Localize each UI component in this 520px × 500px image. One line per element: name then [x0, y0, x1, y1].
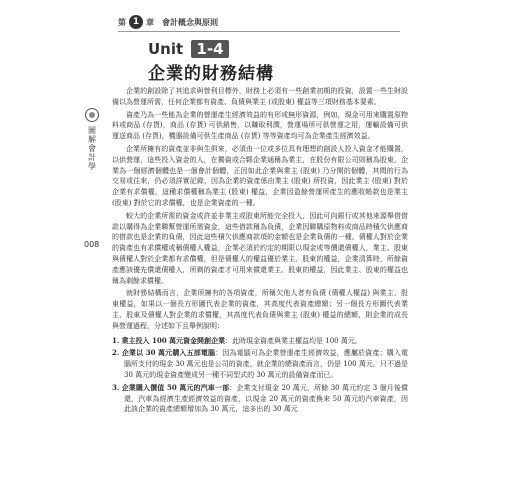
- unit-label: Unit: [148, 40, 184, 58]
- page-number: 008: [84, 240, 100, 249]
- header-divider: [118, 31, 400, 32]
- paragraph: 企業所擁有的資產並非與生俱來，必須由一位或多位具有理想的創設人投入資金才能購置，以供營運，這些投入資金的人，在獨資或合夥企業通稱為業主，在股份有限公司則稱為股東。企業為一個經濟個體也是一個會計個體，正因如此企業與業主 (股東) 乃分開的個體，其間的行為交易或往來，仍必須詳實記錄，因為企業的資產係由業主 (股東) 所投資，因此業主 (股東) 對於企業有求償權，這種求償權稱為業主 (股東) 權益，企業因盈餘營運所產生的應收帳款也是業主 (股東) 對於它的求償權，也是企業資產的一種。: [112, 144, 408, 207]
- paragraph: 企業的創設除了其追求與營利目標外，財務上必須有一些創業初期的投資，設置一些生財設備以為營運所需，任何企業都有資產、負債與業主 (或股東) 權益等三項財務基本要素。: [112, 87, 408, 106]
- paragraph: 較大的企業所需的資金或許並非業主或股東所能完全投入，因此可向銀行或其他來源舉借借款以購得為企業聯幫營運所需資金，這些借款稱為負債，企業因聯購原物料或商品時積欠供應商的借款也是企業的負債，因此這些積欠供應商款項的金額也是企業負債的一種。債權人對於企業的資產也有求償權或稱債權人權益，企業必須於約定的期限以現金或等價還債權人，業主、股東與債權人對於企業都有求償權，但是債權人的權益優於業主、股東的權益，企業清算時，所餘資產應該優先償還債權人，所剩的資產才可用來償還業主、股東的權益，因此業主、股東的權益也稱為剩餘求償權。: [112, 211, 408, 285]
- list-item-lead: 企業購入價值 50 萬元的汽車一部: [121, 382, 230, 392]
- chapter-suffix: 章: [146, 17, 154, 27]
- paragraph: 資產乃為一些能為企業的營運產生經濟效益的有形或無形資源，例如，現金可用來購置原物料或商品 (存貨)，商品 (存貨) 可供銷售，以賺取利潤，營運場所可供營運之用，運輸設備可供運送商品 (存貨)，機器設備可供生產商品 (存貨) 等等資產均可為企業產生經濟效益。: [112, 110, 408, 141]
- unit-label-line: [148, 40, 274, 58]
- list-item: [112, 348, 408, 380]
- side-tab: [85, 108, 99, 171]
- unit-number: 1-4: [191, 40, 228, 58]
- unit-title: 企業的財務結構: [148, 64, 274, 84]
- running-header: [118, 14, 398, 30]
- list-item-text: ：因為電腦可為企業營運產生經濟效益，應屬於資產；購入電腦所支付的現金 30 萬元也是公司的資產，就企業的總資產而言，仍是 100 萬元，只不過是 30 萬元的現金資產變成另一種不同型式的 30 萬元的設備資產而已。: [124, 349, 408, 379]
- chapter-number-badge: 1: [129, 15, 143, 29]
- list-item-text: ：此時現金資產與業主權益均是 100 萬元。: [225, 336, 362, 345]
- list-item: [112, 383, 408, 415]
- book-section-icon: [85, 108, 99, 122]
- list-item-lead: 企業以 30 萬元購入五部電腦: [121, 348, 216, 358]
- example-list: [112, 336, 408, 416]
- chapter-title: 會計概念與原則: [162, 17, 218, 27]
- body-text: [112, 86, 408, 417]
- chapter-prefix: 第: [118, 17, 126, 27]
- unit-heading: [148, 40, 274, 84]
- list-item-number: 3.: [112, 382, 120, 392]
- list-item-number: 2.: [112, 348, 120, 358]
- list-item-lead: 業主投入 100 萬元資金開創企業: [121, 335, 226, 345]
- list-item-number: 1.: [112, 335, 120, 345]
- list-item-text: ：企業支付現金 20 萬元，所餘 30 萬元約定 3 個月後償還，汽車為經濟生產經濟效益的資產，以現金 20 萬元的資產換來 50 萬元的汽車資產，因此該企業的資產總額增加為 30 萬元，這多出的 30 萬元: [124, 383, 408, 414]
- side-tab-label: 圖解會計學: [88, 126, 96, 171]
- paragraph: 就財務結構而言，企業所擁有的各項資產，所稱欠他人者有負債 (債權人權益) 與業主、股東權益，如果以一個長方形圖代表企業的資產，其高度代表資產總額；另一個長方形圖代表業主、股東及債權人對企業的求償權，其高度代表負債與業主 (股東) 權益的總額，則企業的成長與營運過程，分述如下且舉例說明：: [112, 289, 408, 330]
- list-item: [112, 336, 408, 347]
